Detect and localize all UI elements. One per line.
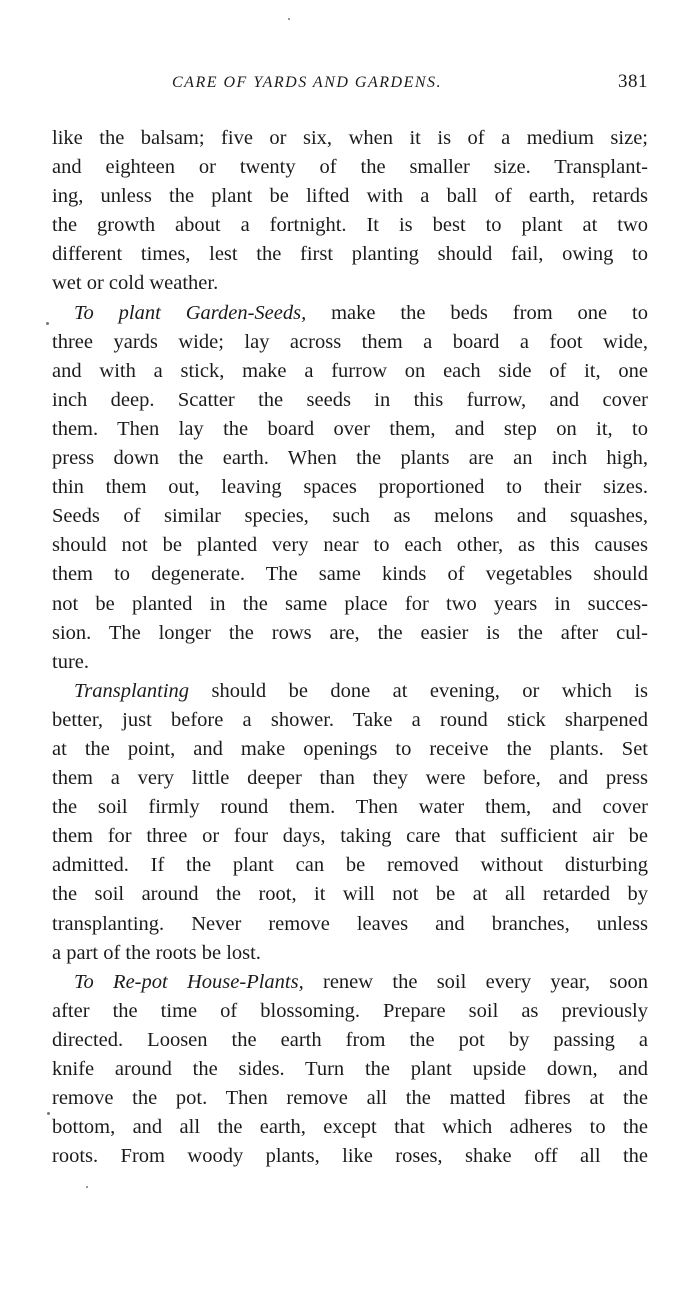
body-text (52, 124, 648, 1171)
line-text: three yards wide; lay across them a board a foot wide, (52, 330, 648, 353)
line-text: better, just before a shower. Take a round stick sharpened (52, 708, 648, 731)
text-line (52, 590, 648, 619)
text-line (52, 851, 648, 880)
text-line (52, 211, 648, 240)
text-line (52, 240, 648, 269)
line-text: not be planted in the same place for two years in succes- (52, 592, 648, 615)
line-text: renew the soil every year, soon (303, 970, 649, 993)
ink-speck (47, 1112, 50, 1115)
line-text: inch deep. Scatter the seeds in this furrow, and cover (52, 388, 648, 411)
text-line (52, 124, 648, 153)
text-line (52, 357, 648, 386)
text-line (52, 968, 648, 997)
line-text: make the beds from one to (306, 301, 648, 324)
text-line (52, 1142, 648, 1171)
text-line (52, 1113, 648, 1142)
line-text: them. Then lay the board over them, and step on it, to (52, 417, 648, 440)
line-text: admitted. If the plant can be removed without disturbing (52, 854, 648, 877)
line-text: a part of the roots be lost. (52, 941, 261, 964)
text-line (52, 793, 648, 822)
line-text: thin them out, leaving spaces proportioned to their sizes. (52, 476, 648, 499)
line-text: them to degenerate. The same kinds of vegetables should (52, 563, 648, 586)
text-line (52, 764, 648, 793)
line-text: roots. From woody plants, like roses, shake off all the (52, 1145, 648, 1168)
italic-heading: Transplanting (74, 679, 190, 702)
line-text: knife around the sides. Turn the plant upside down, and (52, 1058, 648, 1080)
text-line (52, 328, 648, 357)
line-text: transplanting. Never remove leaves and branches, unless (52, 912, 648, 935)
text-line (52, 1084, 648, 1113)
line-text: and with a stick, make a furrow on each side of it, one (52, 359, 648, 382)
running-title: CARE OF YARDS AND GARDENS. (172, 74, 443, 91)
text-line (52, 531, 648, 560)
line-text: the soil around the root, it will not be at all retarded by (52, 883, 648, 906)
line-text: bottom, and all the earth, except that which adheres to the (52, 1116, 648, 1139)
ink-speck (288, 18, 290, 20)
text-line (52, 415, 648, 444)
text-line (52, 473, 648, 502)
text-line (52, 444, 648, 473)
text-line (52, 910, 648, 939)
text-line (52, 619, 648, 648)
line-text: the growth about a fortnight. It is best to plant at two (52, 214, 648, 237)
line-text: should be done at evening, or which is (189, 679, 648, 702)
text-line (52, 735, 648, 764)
text-line (52, 822, 648, 851)
line-text: after the time of blossoming. Prepare soil as previously (52, 999, 648, 1022)
ink-speck (86, 1186, 88, 1188)
text-line (52, 648, 648, 677)
text-line (52, 706, 648, 735)
line-text: and eighteen or twenty of the smaller size. Transplant- (52, 156, 648, 179)
line-text: should not be planted very near to each other, as this causes (52, 534, 648, 557)
text-line (52, 939, 648, 968)
line-text: directed. Loosen the earth from the pot by passing a (52, 1028, 648, 1051)
text-line (52, 1055, 648, 1084)
text-line (52, 560, 648, 589)
line-text: them a very little deeper than they were before, and press (52, 767, 648, 790)
text-line (52, 299, 648, 328)
line-text: press down the earth. When the plants are an inch high, (52, 447, 648, 470)
text-line (52, 502, 648, 531)
line-text: like the balsam; five or six, when it is of a medium size; (52, 127, 648, 149)
line-text: the soil firmly round them. Then water them, and cover (52, 796, 648, 819)
text-line (52, 880, 648, 909)
text-line (52, 153, 648, 182)
line-text: remove the pot. Then remove all the matted fibres at the (52, 1087, 648, 1110)
page-number: 381 (618, 71, 648, 92)
italic-heading: To plant Garden-Seeds, (74, 301, 307, 324)
line-text: ing, unless the plant be lifted with a ball of earth, retards (52, 185, 648, 208)
text-line (52, 269, 648, 298)
ink-speck (46, 322, 49, 325)
text-line (52, 1026, 648, 1055)
running-head (52, 71, 652, 102)
text-line (52, 677, 648, 706)
line-text: wet or cold weather. (52, 272, 219, 295)
text-line (52, 997, 648, 1026)
italic-heading: To Re-pot House-Plants, (74, 970, 304, 993)
line-text: at the point, and make openings to receive the plants. Set (52, 737, 648, 760)
line-text: sion. The longer the rows are, the easier is the after cul- (52, 621, 648, 644)
line-text: different times, lest the first planting should fail, owing to (52, 243, 648, 266)
text-line (52, 386, 648, 415)
line-text: ture. (52, 650, 89, 673)
line-text: them for three or four days, taking care that sufficient air be (52, 825, 648, 848)
text-line (52, 182, 648, 211)
line-text: Seeds of similar species, such as melons and squashes, (52, 505, 648, 528)
